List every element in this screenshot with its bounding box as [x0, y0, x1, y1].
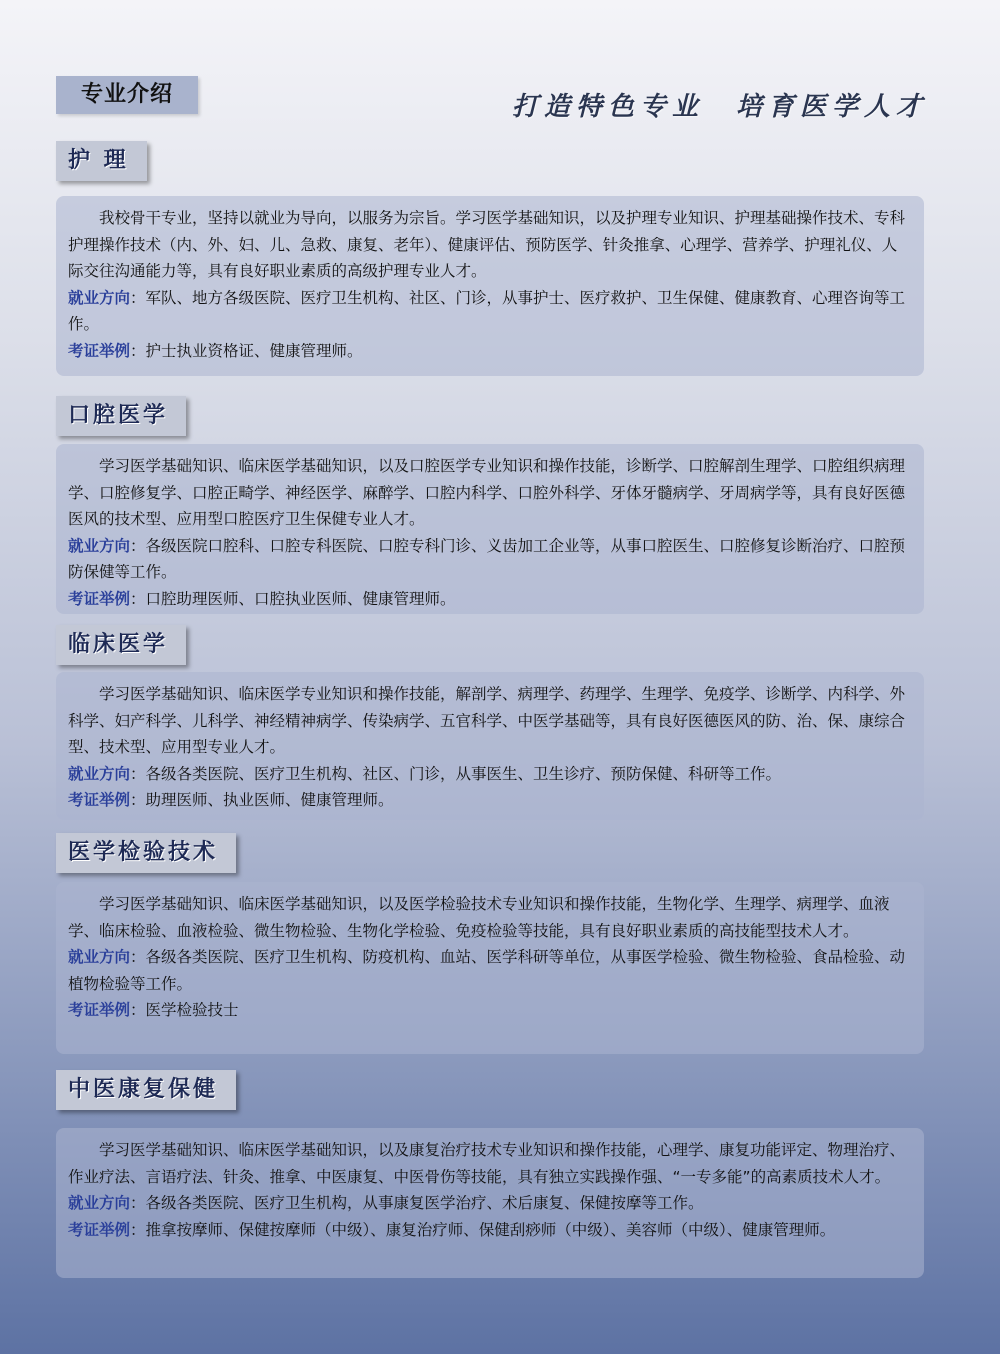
job-direction [68, 761, 912, 788]
job-direction [68, 533, 912, 586]
section-heading-clinical: 临床医学 [56, 625, 186, 665]
certificate [68, 338, 912, 365]
certificate [68, 586, 912, 613]
certificate [68, 997, 912, 1024]
certificate-label: 考证举例 [68, 1001, 131, 1019]
certificate [68, 787, 912, 814]
certificate-text: ：推拿按摩师、保健按摩师（中级）、康复治疗师、保健刮痧师（中级）、美容师（中级）、健康管理师。 [130, 1220, 836, 1239]
job-direction-label: 就业方向 [68, 764, 131, 783]
section-heading-nursing: 护 理 [56, 141, 147, 181]
certificate-text: ：护士执业资格证、健康管理师。 [130, 341, 363, 360]
job-direction [68, 1190, 912, 1217]
section-intro: 学习医学基础知识、临床医学专业知识和操作技能，解剖学、病理学、药理学、生理学、免疫学、诊断学、内科学、外科学、妇产科学、儿科学、神经精神病学、传染病学、五官科学、中医学基础等，具有良好医德医风的防、治、保、康综合型、技术型、应用型专业人才。 [68, 685, 906, 756]
job-direction-text: ：各级医院口腔科、口腔专科医院、口腔专科门诊、义齿加工企业等，从事口腔医生、口腔修复诊断治疗、口腔预防保健等工作。 [68, 536, 906, 581]
section-card-lab-tech [56, 882, 924, 1054]
certificate-text: ：医学检验技士 [130, 1001, 239, 1019]
certificate-label: 考证举例 [68, 341, 131, 360]
section-heading-lab-tech: 医学检验技术 [56, 833, 236, 873]
section-intro: 学习医学基础知识、临床医学基础知识，以及医学检验技术专业知识和操作技能，生物化学、生理学、病理学、血液学、临床检验、血液检验、微生物检验、生物化学检验、免疫检验等技能，具有良好职业素质的高技能型技术人才。 [68, 895, 890, 940]
job-direction-label: 就业方向 [68, 288, 131, 307]
job-direction-text: ：各级各类医院、医疗卫生机构，从事康复医学治疗、术后康复、保健按摩等工作。 [130, 1194, 704, 1212]
job-direction [68, 285, 912, 338]
job-direction-label: 就业方向 [68, 1194, 131, 1212]
section-intro: 我校骨干专业，坚持以就业为导向，以服务为宗旨。学习医学基础知识，以及护理专业知识、护理基础操作技术、专科护理操作技术（内、外、妇、儿、急救、康复、老年）、健康评估、预防医学、针灸推拿、心理学、营养学、护理礼仪、人际交往沟通能力等，具有良好职业素质的高级护理专业人才。 [68, 209, 906, 280]
certificate-label: 考证举例 [68, 589, 131, 608]
section-heading-tcm-rehab: 中医康复保健 [56, 1070, 236, 1110]
job-direction [68, 944, 912, 997]
certificate-label: 考证举例 [68, 1220, 131, 1239]
job-direction-label: 就业方向 [68, 948, 131, 966]
certificate [68, 1217, 912, 1244]
section-card-nursing [56, 196, 924, 376]
slogan: 打造特色专业 培育医学人才 [511, 92, 928, 122]
certificate-text: ：助理医师、执业医师、健康管理师。 [130, 791, 394, 809]
job-direction-text: ：各级各类医院、医疗卫生机构、防疫机构、血站、医学科研等单位，从事医学检验、微生物检验、食品检验、动植物检验等工作。 [68, 948, 906, 993]
section-intro: 学习医学基础知识、临床医学基础知识，以及康复治疗技术专业知识和操作技能，心理学、康复功能评定、物理治疗、作业疗法、言语疗法、针灸、推拿、中医康复、中医骨伤等技能，具有独立实践操作强、“一专多能”的高素质技术人才。 [68, 1141, 906, 1186]
section-heading-stomatology: 口腔医学 [56, 396, 186, 436]
certificate-text: ：口腔助理医师、口腔执业医师、健康管理师。 [130, 589, 456, 608]
section-card-tcm-rehab [56, 1128, 924, 1278]
section-intro: 学习医学基础知识、临床医学基础知识，以及口腔医学专业知识和操作技能，诊断学、口腔解剖生理学、口腔组织病理学、口腔修复学、口腔正畸学、神经医学、麻醉学、口腔内科学、口腔外科学、牙体牙髓病学、牙周病学等，具有良好医德医风的技术型、应用型口腔医疗卫生保健专业人才。 [68, 457, 906, 528]
job-direction-label: 就业方向 [68, 536, 131, 555]
certificate-label: 考证举例 [68, 791, 131, 809]
page-title: 专业介绍 [56, 76, 198, 114]
section-card-clinical [56, 672, 924, 820]
job-direction-text: ：军队、地方各级医院、医疗卫生机构、社区、门诊，从事护士、医疗救护、卫生保健、健康教育、心理咨询等工作。 [68, 288, 906, 333]
job-direction-text: ：各级各类医院、医疗卫生机构、社区、门诊，从事医生、卫生诊疗、预防保健、科研等工作。 [130, 764, 782, 783]
section-card-stomatology [56, 444, 924, 614]
